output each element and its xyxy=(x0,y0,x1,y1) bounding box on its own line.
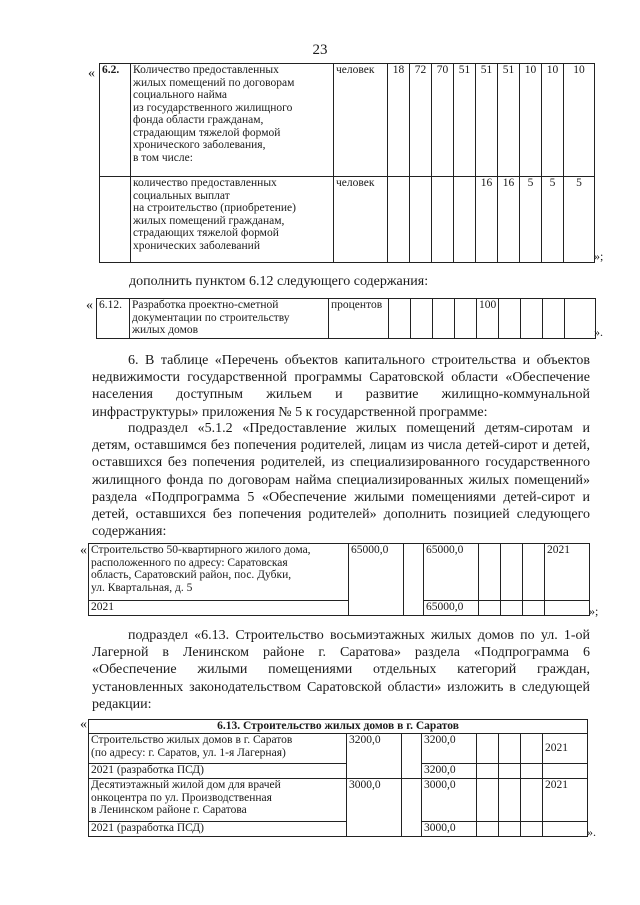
value-cell xyxy=(432,177,454,263)
close-mark: ». xyxy=(594,325,603,339)
table-row xyxy=(89,601,590,616)
value-cell xyxy=(521,299,543,339)
object-50-apartments-table xyxy=(88,543,590,616)
total-cost: 3200,0 xyxy=(347,734,402,779)
sub-funded: 65000,0 xyxy=(424,601,479,616)
value-cell: 70 xyxy=(432,64,454,177)
text-line: фонда области гражданам, xyxy=(133,114,264,126)
text-line: Количество предоставленных xyxy=(133,64,279,76)
empty-cell xyxy=(545,601,590,616)
empty-cell xyxy=(499,734,521,764)
funded-amount: 3000,0 xyxy=(422,779,477,822)
section-header: 6.13. Строительство жилых домов в г. Саратов xyxy=(89,720,588,734)
text-line: Строительство 50-квартирного жилого дома, xyxy=(91,544,311,556)
empty-cell xyxy=(523,601,545,616)
total-cost: 3000,0 xyxy=(347,779,402,837)
paragraph-6: 6. В таблице «Перечень объектов капитального строительства и объектов недвижимости государственной программы Саратовской области «Обеспечение населения доступным жильем и развитие жилищно-коммунальной инфраструктуры» приложения № 5 к государственной программе: xyxy=(92,353,590,420)
empty-cell xyxy=(521,779,543,822)
value-cell: 5 xyxy=(542,177,564,263)
section-6-13-table xyxy=(88,719,588,837)
table-row xyxy=(89,822,588,837)
empty-cell xyxy=(543,764,588,779)
add-item-text: дополнить пунктом 6.12 следующего содержания: xyxy=(129,274,429,289)
value-cell: 18 xyxy=(388,64,410,177)
unit-cell: человек xyxy=(334,64,388,177)
sub-label: 2021 (разработка ПСД) xyxy=(89,822,347,837)
empty-cell xyxy=(479,544,501,601)
text-line: страдающим тяжелой формой xyxy=(133,126,281,139)
text-line: на строительство (приобретение) xyxy=(133,202,296,214)
empty-cell xyxy=(479,601,501,616)
empty-cell xyxy=(477,764,499,779)
text-line: (по адресу: г. Саратов, ул. 1-я Лагерная) xyxy=(91,746,286,759)
empty-cell xyxy=(477,822,499,837)
value-cell xyxy=(499,299,521,339)
empty-cell xyxy=(543,822,588,837)
table-row xyxy=(89,779,588,822)
empty-cell xyxy=(501,544,523,601)
open-quote: « xyxy=(80,543,87,558)
sub-funded: 3200,0 xyxy=(422,764,477,779)
text-line: область, Саратовский район, пос. Дубки, xyxy=(91,569,292,581)
value-cell xyxy=(543,299,565,339)
text-line: Строительство жилых домов в г. Саратов xyxy=(91,734,293,746)
value-cell xyxy=(454,177,476,263)
text-line: количество предоставленных xyxy=(133,177,277,189)
value-cell: 16 xyxy=(498,177,520,263)
text-line: хронического заболевания, xyxy=(133,139,266,151)
unit-cell: процентов xyxy=(329,299,389,339)
row-text xyxy=(131,177,334,263)
value-cell: 16 xyxy=(476,177,498,263)
value-cell xyxy=(388,177,410,263)
text-line: страдающих тяжелой формой xyxy=(133,227,279,239)
text-line: в том числе: xyxy=(133,151,193,164)
page-number: 23 xyxy=(312,42,328,58)
table-row xyxy=(100,177,595,263)
text-line: социального найма xyxy=(133,89,228,101)
value-cell: 5 xyxy=(564,177,595,263)
year-cell: 2021 xyxy=(545,544,590,601)
empty-cell xyxy=(404,544,424,616)
table-row xyxy=(97,299,596,339)
value-cell xyxy=(411,299,433,339)
empty-cell xyxy=(402,779,422,837)
table-row xyxy=(89,764,588,779)
unit-cell: человек xyxy=(334,177,388,263)
empty-cell xyxy=(477,734,499,764)
funded-amount: 3200,0 xyxy=(422,734,477,764)
open-quote: « xyxy=(86,298,93,313)
row-number: 6.2. xyxy=(100,64,131,177)
year-cell: 2021 xyxy=(543,779,588,822)
sub-label: 2021 xyxy=(89,601,349,616)
text-line: в Ленинском районе г. Саратова xyxy=(91,804,247,816)
empty-cell xyxy=(521,734,543,764)
text-line: жилых домов xyxy=(132,324,199,336)
value-cell: 10 xyxy=(520,64,542,177)
close-mark: ». xyxy=(587,825,596,839)
total-cost: 65000,0 xyxy=(349,544,404,616)
table-row xyxy=(89,544,590,601)
row-number: 6.12. xyxy=(97,299,130,339)
text-line: ул. Квартальная, д. 5 xyxy=(91,581,193,594)
value-cell xyxy=(433,299,455,339)
value-cell xyxy=(410,177,432,263)
text-line: хронических заболеваний xyxy=(133,239,260,252)
empty-cell xyxy=(402,734,422,779)
item-612-table xyxy=(96,298,596,339)
text-line: документации по строительству xyxy=(132,311,290,324)
empty-cell xyxy=(523,544,545,601)
funded-amount: 65000,0 xyxy=(424,544,479,601)
row-text xyxy=(130,299,329,339)
empty-cell xyxy=(521,822,543,837)
object-text xyxy=(89,734,347,764)
sub-label: 2021 (разработка ПСД) xyxy=(89,764,347,779)
open-quote: « xyxy=(88,66,95,81)
value-cell: 10 xyxy=(564,64,595,177)
text-line: Разработка проектно-сметной xyxy=(132,299,279,311)
text-line: Десятиэтажный жилой дом для врачей xyxy=(91,779,281,791)
close-mark: »; xyxy=(594,249,604,263)
value-cell: 100 xyxy=(477,299,499,339)
text-line: социальных выплат xyxy=(133,189,230,202)
paragraph-6-13: подраздел «6.13. Строительство восьмиэтажных жилых домов по ул. 1-ой Лагерной в Ленинском районе г. Саратова» раздела «Подпрограмма 6 «Обеспечение жилыми помещениями отдельных категорий граждан, установленных законодательством Саратовской области» изложить в следующей редакции: xyxy=(92,628,590,712)
value-cell: 51 xyxy=(454,64,476,177)
value-cell: 10 xyxy=(542,64,564,177)
empty-cell xyxy=(499,822,521,837)
value-cell: 72 xyxy=(410,64,432,177)
row-number xyxy=(100,177,131,263)
text-line: жилых помещений по договорам xyxy=(133,76,295,89)
text-line: из государственного жилищного xyxy=(133,101,293,114)
year-cell: 2021 xyxy=(543,734,588,764)
value-cell xyxy=(455,299,477,339)
empty-cell xyxy=(499,779,521,822)
indicator-table xyxy=(99,63,595,263)
value-cell xyxy=(389,299,411,339)
object-text xyxy=(89,779,347,822)
open-quote: « xyxy=(80,717,87,732)
text-line: жилых помещений гражданам, xyxy=(133,214,285,227)
row-text xyxy=(131,64,334,177)
value-cell: 51 xyxy=(476,64,498,177)
value-cell: 51 xyxy=(498,64,520,177)
empty-cell xyxy=(521,764,543,779)
object-text xyxy=(89,544,349,601)
sub-funded: 3000,0 xyxy=(422,822,477,837)
text-line: онкоцентра по ул. Производственная xyxy=(91,791,272,804)
section-header-row xyxy=(89,720,588,734)
value-cell: 5 xyxy=(520,177,542,263)
empty-cell xyxy=(499,764,521,779)
paragraph-5-1-2: подраздел «5.1.2 «Предоставление жилых помещений детям-сиротам и детям, оставшимся без попечения родителей, лицам из числа детей-сирот и детей, оставшихся без попечения родителей, из специализированного государственного жилищного фонда по договорам найма специализированных жилых помещений» раздела «Подпрограмма 5 «Обеспечение жилыми помещениями детей-сирот и детей, оставшихся без попечения родителей» дополнить позицией следующего содержания: xyxy=(92,421,590,540)
empty-cell xyxy=(477,779,499,822)
value-cell xyxy=(565,299,596,339)
text-line: расположенного по адресу: Саратовская xyxy=(91,556,288,569)
empty-cell xyxy=(501,601,523,616)
table-row xyxy=(89,734,588,764)
table-row xyxy=(100,64,595,177)
close-mark: »; xyxy=(589,604,599,618)
